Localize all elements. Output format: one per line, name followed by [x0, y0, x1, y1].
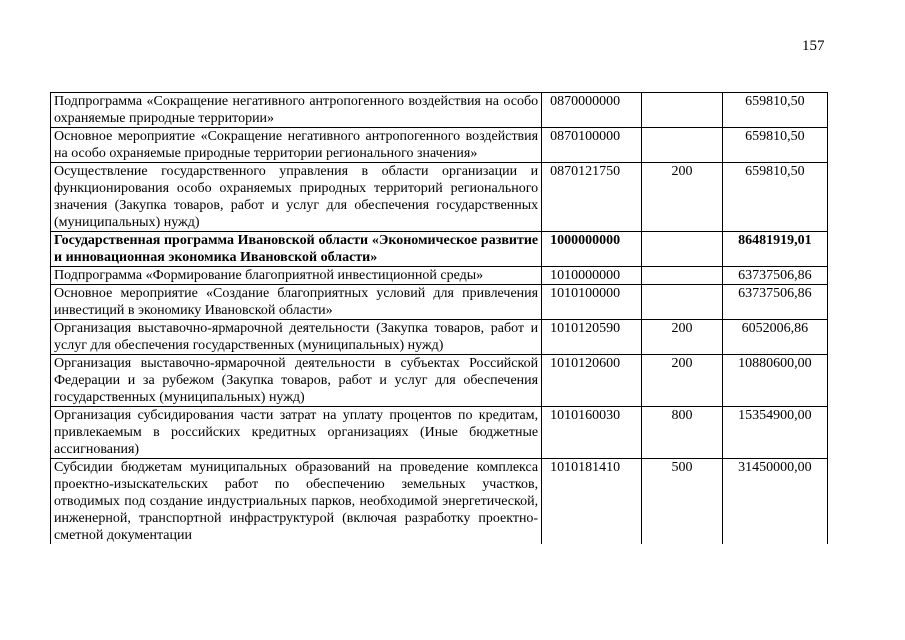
row-sum-cell: 86481919,01 — [722, 232, 827, 267]
row-type-cell — [642, 267, 723, 285]
table-row — [51, 355, 828, 407]
row-sum-cell: 10880600,00 — [722, 355, 827, 407]
row-code-cell: 0870000000 — [542, 93, 642, 128]
table-row — [51, 163, 828, 232]
row-sum-cell: 63737506,86 — [722, 267, 827, 285]
row-name-cell: Государственная программа Ивановской области «Экономическое развитие и инновационная экономика Ивановской области» — [51, 232, 542, 267]
row-sum-cell: 659810,50 — [722, 163, 827, 232]
row-name-cell: Подпрограмма «Сокращение негативного антропогенного воздействия на особо охраняемые природные территории» — [51, 93, 542, 128]
row-sum-cell: 659810,50 — [722, 128, 827, 163]
row-type-cell — [642, 232, 723, 267]
row-name-cell: Организация выставочно-ярмарочной деятельности (Закупка товаров, работ и услуг для обеспечения государственных (муниципальных) нужд) — [51, 320, 542, 355]
row-name-cell: Организация выставочно-ярмарочной деятельности в субъектах Российской Федерации и за рубежом (Закупка товаров, работ и услуг для обеспечения государственных (муниципальных) нужд) — [51, 355, 542, 407]
row-sum-cell: 63737506,86 — [722, 285, 827, 320]
row-type-cell — [642, 93, 723, 128]
row-type-cell: 200 — [642, 163, 723, 232]
table-row — [51, 267, 828, 285]
row-type-cell: 200 — [642, 320, 723, 355]
row-name-cell: Основное мероприятие «Создание благоприятных условий для привлечения инвестиций в экономику Ивановской области» — [51, 285, 542, 320]
row-type-cell: 200 — [642, 355, 723, 407]
row-type-cell — [642, 285, 723, 320]
row-name-cell: Основное мероприятие «Сокращение негативного антропогенного воздействия на особо охраняемые природные территории регионального значения» — [51, 128, 542, 163]
row-code-cell: 1010000000 — [542, 267, 642, 285]
row-sum-cell: 15354900,00 — [722, 407, 827, 459]
row-type-cell: 800 — [642, 407, 723, 459]
row-code-cell: 1010120600 — [542, 355, 642, 407]
table-row — [51, 407, 828, 459]
row-type-cell — [642, 128, 723, 163]
row-sum-cell: 31450000,00 — [722, 459, 827, 545]
table-row — [51, 128, 828, 163]
row-code-cell: 1010181410 — [542, 459, 642, 545]
row-type-cell: 500 — [642, 459, 723, 545]
row-sum-cell: 659810,50 — [722, 93, 827, 128]
row-code-cell: 1000000000 — [542, 232, 642, 267]
row-code-cell: 1010160030 — [542, 407, 642, 459]
row-code-cell: 1010120590 — [542, 320, 642, 355]
row-name-cell: Подпрограмма «Формирование благоприятной инвестиционной среды» — [51, 267, 542, 285]
table-row — [51, 285, 828, 320]
table-row — [51, 320, 828, 355]
row-name-cell: Осуществление государственного управления в области организации и функционирования особо охраняемых природных территорий регионального значения (Закупка товаров, работ и услуг для обеспечения государственных (муниципальных) нужд) — [51, 163, 542, 232]
budget-table — [50, 92, 828, 544]
table-row — [51, 459, 828, 545]
table-row — [51, 93, 828, 128]
row-sum-cell: 6052006,86 — [722, 320, 827, 355]
table-row — [51, 232, 828, 267]
row-code-cell: 1010100000 — [542, 285, 642, 320]
page-number: 157 — [802, 38, 825, 54]
row-name-cell: Организация субсидирования части затрат на уплату процентов по кредитам, привлекаемым в российских кредитных организациях (Иные бюджетные ассигнования) — [51, 407, 542, 459]
row-name-cell: Субсидии бюджетам муниципальных образований на проведение комплекса проектно-изыскательских работ по обеспечению земельных участков, отводимых под создание индустриальных парков, необходимой энергетической, инженерной, транспортной инфраструктурой (включая разработку проектно-сметной документации — [51, 459, 542, 545]
row-code-cell: 0870121750 — [542, 163, 642, 232]
row-code-cell: 0870100000 — [542, 128, 642, 163]
